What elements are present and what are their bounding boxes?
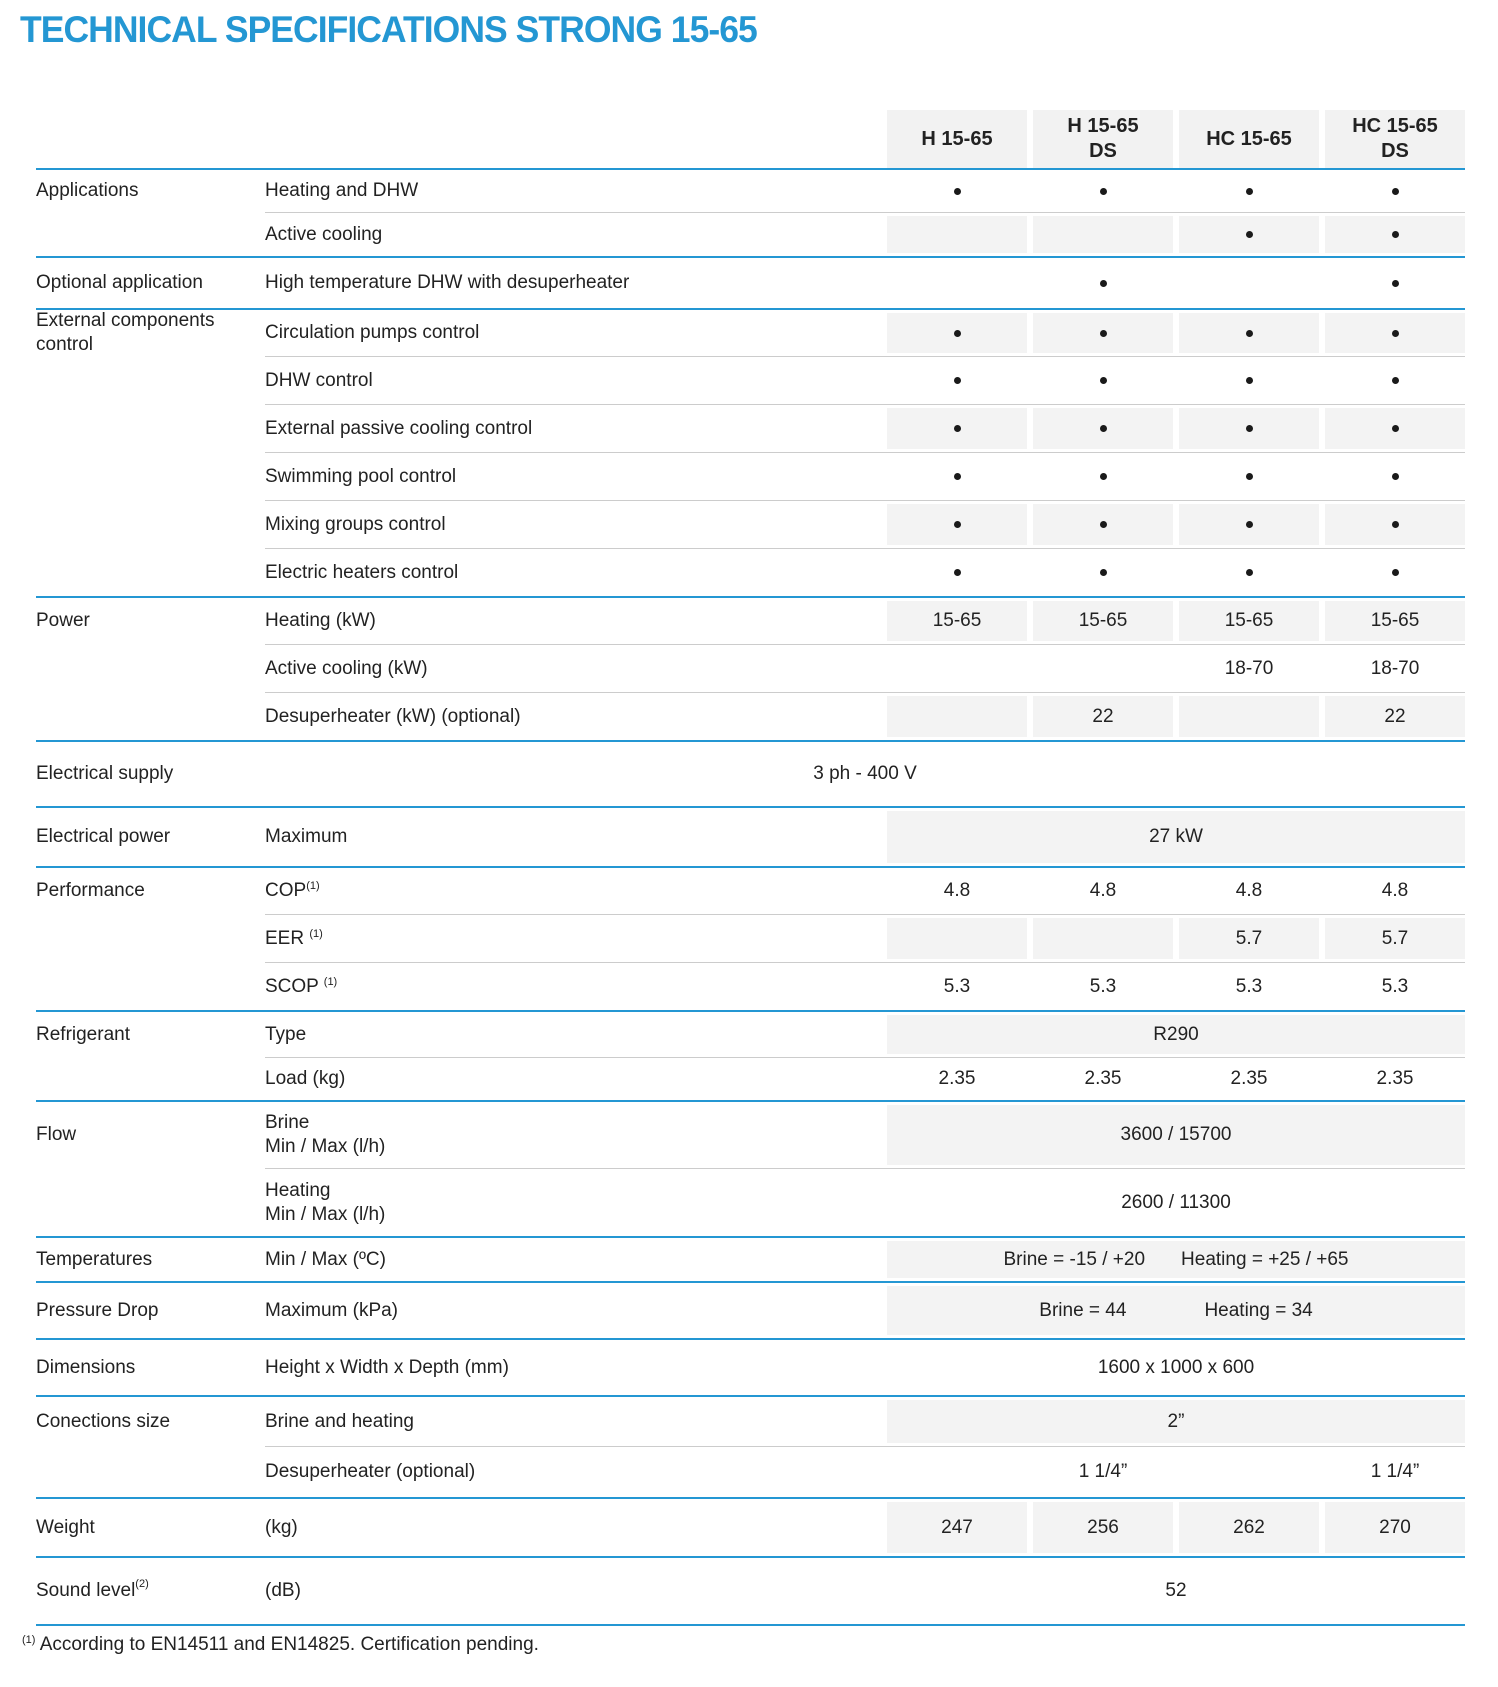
spec-row	[265, 1283, 1465, 1338]
value-cell	[887, 216, 1027, 253]
value-cell	[1179, 456, 1319, 497]
value-cell	[887, 261, 1027, 305]
value-part: Heating = +25 / +65	[1181, 1248, 1349, 1270]
value-span: 3600 / 15700	[887, 1105, 1465, 1165]
group-label: Pressure Drop	[36, 1299, 159, 1321]
row-sublabel: Heating and DHW	[265, 180, 419, 201]
value-cell: 15-65	[887, 601, 1027, 641]
spec-row	[265, 914, 1465, 962]
group-rows	[265, 170, 1465, 256]
value-span	[887, 1286, 1465, 1335]
row-sublabel: (dB)	[265, 1580, 301, 1601]
table-bottom-rule	[36, 1624, 1465, 1626]
row-sublabel: Load (kg)	[265, 1068, 346, 1089]
value-cell: 2.35	[1376, 1068, 1414, 1089]
value-cell	[1179, 1450, 1319, 1494]
row-sublabel: Maximum	[265, 826, 348, 847]
value-cell	[887, 313, 1027, 353]
bullet-icon	[1246, 425, 1253, 432]
spec-row	[265, 1168, 1465, 1236]
bullet-icon	[1100, 473, 1107, 480]
group-label: Refrigerant	[36, 1023, 130, 1045]
row-sublabel: SCOP $^{(1)}$	[265, 975, 338, 997]
bullet-icon	[1246, 521, 1253, 528]
group-rows	[265, 310, 1465, 596]
group-label: Optional application	[36, 272, 203, 293]
value-cell: 4.8	[1089, 880, 1117, 901]
bullet-icon	[1246, 377, 1253, 384]
row-sublabel: Active cooling (kW)	[265, 657, 428, 679]
bullet-icon	[1100, 330, 1107, 337]
value-cell: 2.35	[1084, 1068, 1122, 1089]
value-cell: 22	[1033, 696, 1173, 737]
value-span: 2600 / 11300	[1121, 1191, 1231, 1213]
value-part: Brine = 44	[1039, 1299, 1127, 1321]
bullet-icon	[1246, 231, 1253, 238]
group-label: Flow	[36, 1124, 77, 1145]
value-cell	[1179, 408, 1319, 449]
value-cell: 5.3	[1089, 975, 1117, 997]
value-cell	[1033, 918, 1173, 959]
column-header-row	[265, 110, 1465, 168]
value-cell: 247	[887, 1502, 1027, 1553]
value-cell	[887, 696, 1027, 737]
spec-row	[265, 1012, 1465, 1057]
value-cell: 5.7	[1179, 918, 1319, 959]
value-cell	[1325, 504, 1465, 545]
bullet-icon	[1246, 473, 1253, 480]
value-cell	[1033, 552, 1173, 593]
value-cell	[887, 456, 1027, 497]
value-cell: 5.3	[1235, 975, 1263, 997]
value-cell	[1033, 504, 1173, 545]
value-span: 2”	[887, 1400, 1465, 1443]
row-sublabel: Electric heaters control	[265, 561, 459, 583]
bullet-icon	[1392, 330, 1399, 337]
spec-row	[265, 548, 1465, 596]
group-rows	[265, 1558, 1465, 1624]
spec-group-external-components-control	[36, 308, 1465, 596]
spec-group-flow	[36, 1100, 1465, 1236]
group-rows	[265, 1340, 1465, 1395]
bullet-icon	[1392, 473, 1399, 480]
value-cell: 15-65	[1325, 601, 1465, 641]
bullet-icon	[1100, 377, 1107, 384]
value-cell	[1179, 261, 1319, 305]
value-cell	[887, 648, 1027, 689]
spec-row	[265, 742, 1465, 806]
bullet-icon	[1100, 521, 1107, 528]
spec-group-refrigerant	[36, 1010, 1465, 1100]
bullet-icon	[1392, 377, 1399, 384]
value-span: 27 kW	[887, 811, 1465, 863]
group-rows	[265, 258, 1465, 308]
group-label: Applications	[36, 180, 139, 201]
row-sublabel: Heating Min / Max (l/h)	[265, 1179, 386, 1225]
spec-group-power	[36, 596, 1465, 740]
value-cell: 270	[1325, 1502, 1465, 1553]
group-rows	[265, 1238, 1465, 1281]
row-sublabel: Brine and heating	[265, 1410, 414, 1432]
value-cell: 22	[1325, 696, 1465, 737]
spec-row	[265, 258, 1465, 308]
value-cell	[1033, 313, 1173, 353]
bullet-icon	[954, 521, 961, 528]
value-cell	[1325, 360, 1465, 401]
spec-row	[265, 598, 1465, 644]
row-sublabel: Circulation pumps control	[265, 322, 480, 343]
value-cell	[1325, 456, 1465, 497]
footnote-text: According to EN14511 and EN14825. Certification pending.	[39, 1634, 539, 1655]
group-rows	[265, 1283, 1465, 1338]
row-sublabel: Height x Width x Depth (mm)	[265, 1356, 509, 1378]
row-sublabel: DHW control	[265, 369, 373, 391]
bullet-icon	[954, 425, 961, 432]
value-cell: 4.8	[1235, 880, 1263, 901]
value-cell	[1325, 313, 1465, 353]
bullet-icon	[1246, 188, 1253, 195]
row-sublabel: Swimming pool control	[265, 465, 457, 487]
bullet-icon	[1100, 280, 1107, 287]
value-span: 3 ph - 400 V	[813, 763, 917, 784]
value-cell	[1325, 173, 1465, 209]
row-sublabel: Active cooling	[265, 223, 383, 245]
value-cell	[1325, 408, 1465, 449]
value-cell: 15-65	[1179, 601, 1319, 641]
value-cell: 1 1/4”	[1078, 1461, 1128, 1482]
row-sublabel: COP$^{(1)}$	[265, 880, 320, 901]
spec-group-sound-level	[36, 1556, 1465, 1624]
group-label: Weight	[36, 1516, 95, 1538]
value-cell	[1325, 261, 1465, 305]
value-cell: 4.8	[1381, 880, 1409, 901]
sublabel-superscript: (1)	[323, 975, 338, 988]
bullet-icon	[954, 569, 961, 576]
spec-row	[265, 310, 1465, 356]
value-cell: 5.7	[1325, 918, 1465, 959]
spec-group-temperatures	[36, 1236, 1465, 1281]
value-cell	[887, 552, 1027, 593]
value-part: Brine = -15 / +20	[1003, 1248, 1146, 1270]
group-label: Power	[36, 610, 90, 631]
spec-row	[265, 452, 1465, 500]
row-sublabel: External passive cooling control	[265, 417, 533, 439]
spec-row	[265, 1340, 1465, 1395]
spec-row	[265, 170, 1465, 212]
header-spacer	[265, 110, 881, 168]
spec-row	[265, 212, 1465, 256]
value-cell	[1179, 216, 1319, 253]
column-header: H 15-65 DS	[1033, 110, 1173, 168]
footnote-sup: (1)	[22, 1634, 36, 1646]
value-cell	[1179, 360, 1319, 401]
value-span: R290	[887, 1015, 1465, 1054]
value-cell: 5.3	[1381, 975, 1409, 997]
spec-row	[265, 1102, 1465, 1168]
page-title: TECHNICAL SPECIFICATIONS STRONG 15-65	[20, 9, 757, 50]
value-cell	[1325, 216, 1465, 253]
group-rows	[265, 1012, 1465, 1100]
spec-row	[265, 356, 1465, 404]
bullet-icon	[1100, 569, 1107, 576]
spec-group-optional-application	[36, 256, 1465, 308]
spec-row	[265, 692, 1465, 740]
value-part: Heating = 34	[1204, 1299, 1313, 1321]
value-cell	[887, 1450, 1027, 1494]
bullet-icon	[1392, 188, 1399, 195]
row-sublabel: (kg)	[265, 1516, 298, 1538]
value-cell	[1179, 552, 1319, 593]
group-rows	[265, 1397, 1465, 1497]
value-cell: 2.35	[938, 1068, 976, 1089]
bullet-icon	[1392, 569, 1399, 576]
value-cell: 2.35	[1230, 1068, 1268, 1089]
row-sublabel: Brine Min / Max (l/h)	[265, 1112, 386, 1157]
value-cell: 18-70	[1370, 657, 1420, 679]
bullet-icon	[1246, 330, 1253, 337]
value-cell: 256	[1033, 1502, 1173, 1553]
value-cell: 4.8	[943, 880, 971, 901]
value-span: 1600 x 1000 x 600	[1097, 1356, 1255, 1378]
value-cell	[887, 408, 1027, 449]
row-sublabel: Heating (kW)	[265, 610, 376, 631]
group-label: External components control	[36, 310, 215, 355]
value-cell	[1179, 504, 1319, 545]
value-cell	[1179, 173, 1319, 209]
row-sublabel: Min / Max (ºC)	[265, 1248, 386, 1270]
row-sublabel: High temperature DHW with desuperheater	[265, 272, 630, 293]
bullet-icon	[1100, 188, 1107, 195]
footnote	[22, 1633, 1498, 1657]
spec-row	[265, 1057, 1465, 1100]
spec-row	[265, 808, 1465, 866]
bullet-icon	[1392, 425, 1399, 432]
group-rows	[265, 808, 1465, 866]
value-cell: 18-70	[1224, 657, 1274, 679]
spec-group-electrical-supply	[36, 740, 1465, 806]
spec-group-pressure-drop	[36, 1281, 1465, 1338]
value-cell	[1033, 648, 1173, 689]
row-sublabel: Desuperheater (kW) (optional)	[265, 705, 521, 727]
group-label: Conections size	[36, 1410, 171, 1432]
spec-row	[265, 1238, 1465, 1281]
spec-row	[265, 500, 1465, 548]
value-cell	[1179, 696, 1319, 737]
value-cell	[1033, 173, 1173, 209]
group-label: Temperatures	[36, 1248, 153, 1270]
bullet-icon	[954, 188, 961, 195]
value-cell	[1033, 216, 1173, 253]
value-cell	[1033, 360, 1173, 401]
column-header: HC 15-65	[1179, 110, 1319, 168]
group-rows	[265, 1102, 1465, 1236]
sublabel-superscript: (1)	[309, 927, 323, 940]
group-rows	[265, 598, 1465, 740]
spec-group-electrical-power	[36, 806, 1465, 866]
bullet-icon	[1246, 569, 1253, 576]
value-cell	[1033, 456, 1173, 497]
column-header: H 15-65	[887, 110, 1027, 168]
value-cell: 15-65	[1033, 601, 1173, 641]
bullet-icon	[954, 330, 961, 337]
value-cell	[1033, 408, 1173, 449]
row-sublabel: Desuperheater (optional)	[265, 1461, 476, 1482]
spec-row	[265, 1446, 1465, 1497]
group-label: Electrical power	[36, 826, 171, 847]
row-sublabel: Type	[265, 1023, 307, 1045]
spec-row	[265, 1499, 1465, 1556]
bullet-icon	[1392, 280, 1399, 287]
group-label: Electrical supply	[36, 763, 174, 784]
spec-row	[265, 404, 1465, 452]
group-label: Dimensions	[36, 1356, 136, 1378]
spec-row	[265, 1397, 1465, 1446]
sublabel-superscript: (1)	[306, 880, 320, 892]
value-cell	[1033, 261, 1173, 305]
value-cell	[887, 918, 1027, 959]
spec-group-weight	[36, 1497, 1465, 1556]
value-span: 52	[1165, 1580, 1187, 1601]
value-cell	[887, 173, 1027, 209]
group-label: Performance	[36, 880, 145, 901]
spec-group-dimensions	[36, 1338, 1465, 1395]
spec-table	[36, 168, 1465, 1624]
value-span	[887, 1241, 1465, 1278]
bullet-icon	[1100, 425, 1107, 432]
row-sublabel: EER $^{(1)}$	[265, 927, 323, 949]
group-rows	[265, 1499, 1465, 1556]
spec-row	[265, 644, 1465, 692]
group-label: Sound level $^{(2)}$	[36, 1578, 149, 1601]
group-rows	[265, 868, 1465, 1010]
spec-group-applications	[36, 168, 1465, 256]
value-cell	[1325, 552, 1465, 593]
spec-row	[265, 1558, 1465, 1624]
bullet-icon	[954, 473, 961, 480]
bullet-icon	[1392, 231, 1399, 238]
value-cell	[1179, 313, 1319, 353]
value-cell: 1 1/4”	[1370, 1461, 1420, 1482]
column-header: HC 15-65 DS	[1325, 110, 1465, 168]
value-cell	[887, 360, 1027, 401]
row-sublabel: Mixing groups control	[265, 513, 446, 535]
spec-row	[265, 962, 1465, 1010]
spec-group-conections-size	[36, 1395, 1465, 1497]
value-cell: 5.3	[943, 975, 971, 997]
value-cell: 262	[1179, 1502, 1319, 1553]
spec-row	[265, 868, 1465, 914]
spec-group-performance	[36, 866, 1465, 1010]
row-sublabel: Maximum (kPa)	[265, 1299, 399, 1321]
group-rows	[265, 742, 1465, 806]
value-cell	[887, 504, 1027, 545]
bullet-icon	[954, 377, 961, 384]
bullet-icon	[1392, 521, 1399, 528]
